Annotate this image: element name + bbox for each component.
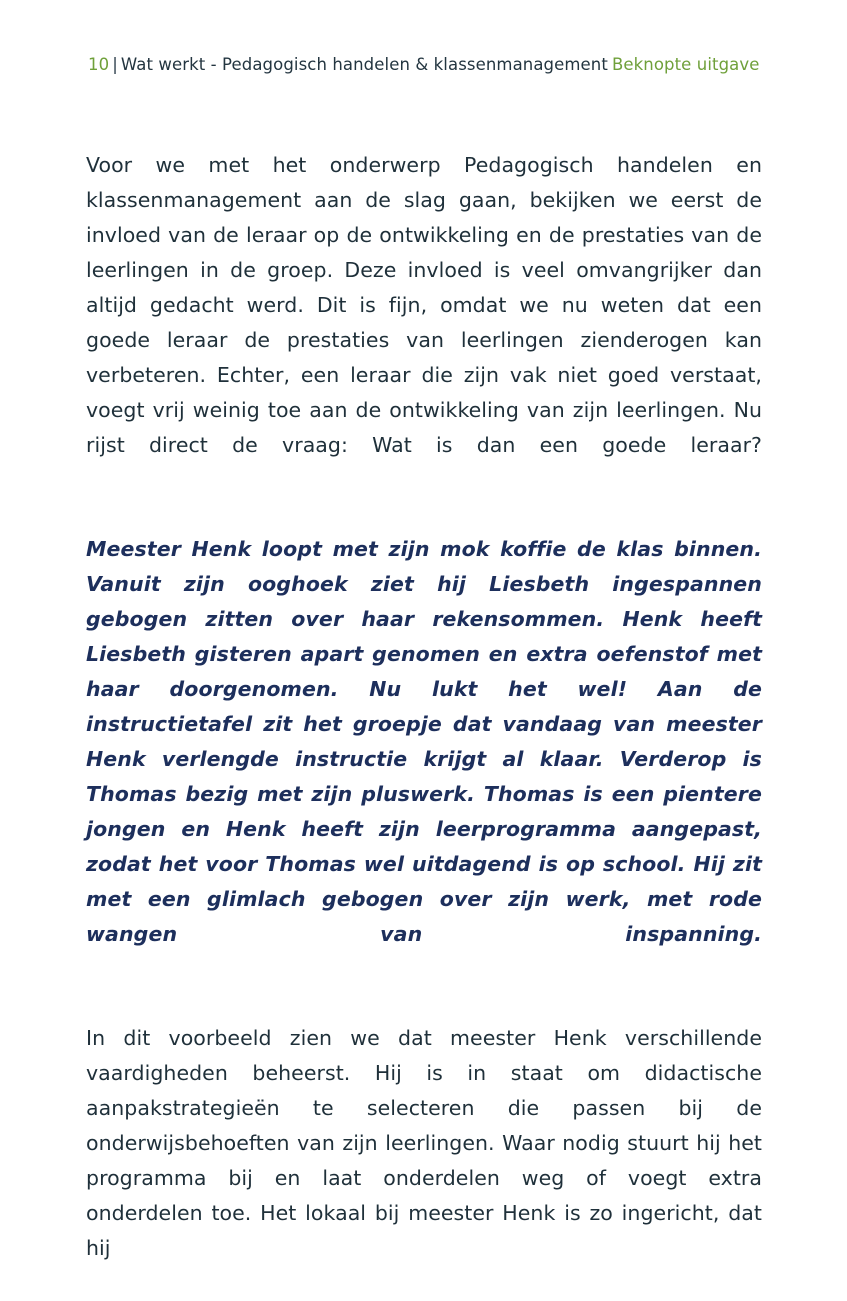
running-header (88, 54, 759, 76)
paragraph-anecdote: Meester Henk loopt met zijn mok koffie de klas binnen. Vanuit zijn ooghoek ziet hij Liesbeth ingespannen gebogen zitten over haar rekensommen. Henk heeft Liesbeth gisteren apart genomen en extra oefenstof met haar doorgenomen. Nu lukt het wel! Aan de instructietafel zit het groepje dat vandaag van meester Henk verlengde instructie krijgt al klaar. Verderop is Thomas bezig met zijn pluswerk. Thomas is een pientere jongen en Henk heeft zijn leerprogramma aangepast, zodat het voor Thomas wel uitdagend is op school. Hij zit met een glimlach gebogen over zijn werk, met rode wangen van inspanning. (86, 537, 762, 946)
book-title: Wat werkt - Pedagogisch handelen & klassenmanagement (120, 55, 608, 74)
edition-label: Beknopte uitgave (611, 55, 760, 74)
body-content (86, 148, 762, 1301)
paragraph-intro: Voor we met het onderwerp Pedagogisch handelen en klassenmanagement aan de slag gaan, bekijken we eerst de invloed van de leraar op de ontwikkeling en de prestaties van de leerlingen in de groep. Deze invloed is veel omvangrijker dan altijd gedacht werd. Dit is fijn, omdat we nu weten dat een goede leraar de prestaties van leerlingen zienderogen kan verbeteren. Echter, een leraar die zijn vak niet goed verstaat, voegt vrij weinig toe aan de ontwikkeling van zijn leerlingen. Nu rijst direct de vraag: Wat is dan een goede leraar? (86, 153, 762, 457)
paragraph-analysis: In dit voorbeeld zien we dat meester Henk verschillende vaardigheden beheerst. Hij is in staat om didactische aanpakstrategieën te selecteren die passen bij de onderwijsbehoeften van zijn leerlingen. Waar nodig stuurt hij het programma bij en laat onderdelen weg of voegt extra onderdelen toe. Het lokaal bij meester Henk is zo ingericht, dat hij (86, 1026, 762, 1260)
page-number: 10 (88, 55, 110, 74)
header-separator: | (112, 55, 118, 74)
